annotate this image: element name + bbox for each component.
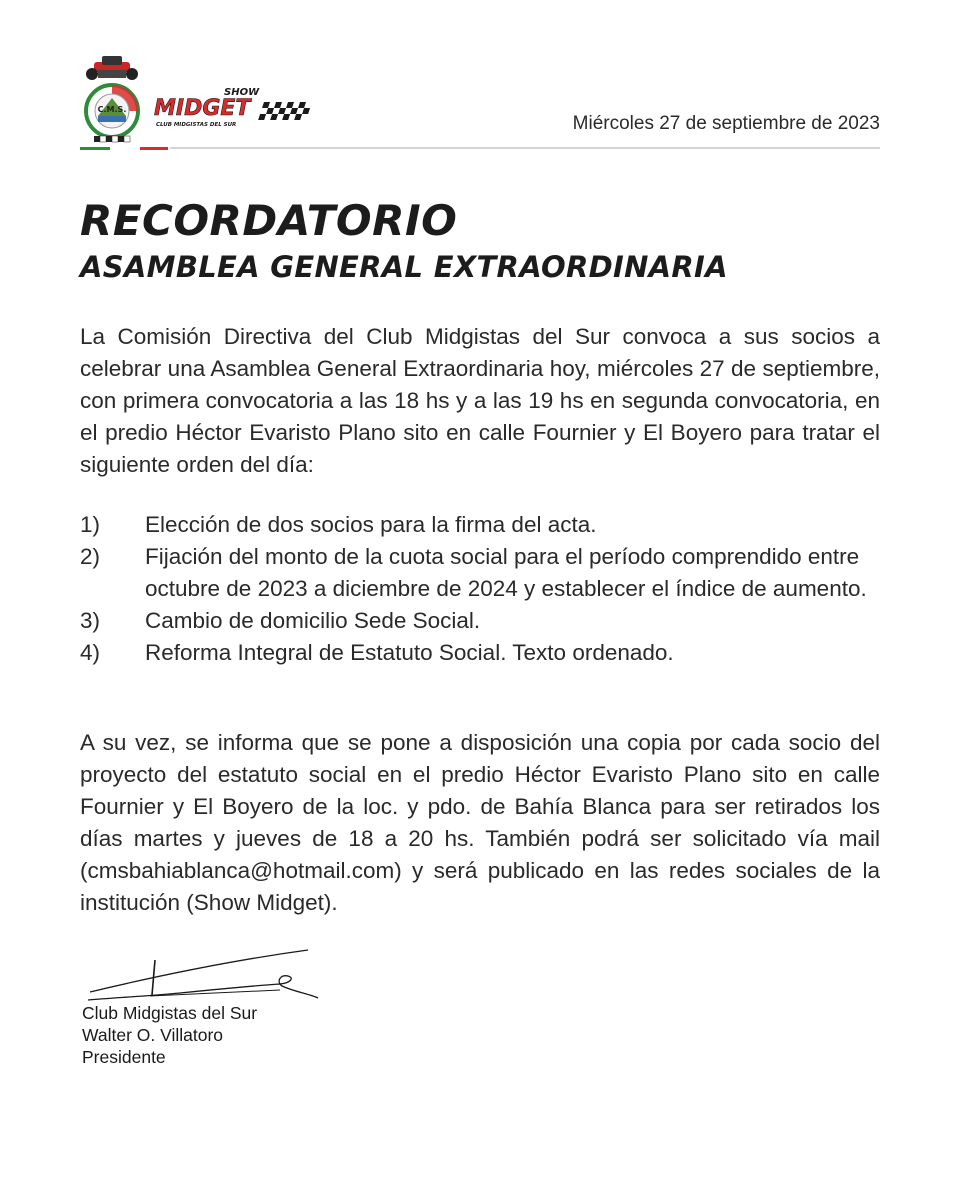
- svg-text:MIDGET: MIDGET: [154, 96, 251, 121]
- svg-text:CLUB MIDGISTAS DEL SUR: CLUB MIDGISTAS DEL SUR: [156, 122, 237, 128]
- svg-text:C.M.S.: C.M.S.: [97, 105, 127, 114]
- agenda-item: [80, 637, 880, 669]
- accent-bar-red: [140, 147, 168, 150]
- agenda-item-text: Reforma Integral de Estatuto Social. Texto ordenado.: [145, 640, 674, 665]
- agenda-item-number: 2): [80, 544, 101, 569]
- agenda-item: [80, 541, 880, 605]
- signature-role: Presidente: [82, 1047, 166, 1067]
- handwritten-signature: [80, 940, 330, 1010]
- agenda-item-text: Elección de dos socios para la firma del acta.: [145, 512, 597, 537]
- intro-paragraph: La Comisión Directiva del Club Midgistas del Sur convoca a sus socios a celebrar una Asamblea General Extraordinaria hoy, miércoles 27 de septiembre, con primera convocatoria a las 18 hs y a las 19 hs en segunda convocatoria, en el predio Héctor Evaristo Plano sito en calle Fournier y El Boyero para tratar el siguiente orden del día:: [80, 324, 880, 477]
- closing-paragraph: A su vez, se informa que se pone a disposición una copia por cada socio del proyecto del estatuto social en el predio Héctor Evaristo Plano sito en calle Fournier y El Boyero de la loc. y pdo. de Bahía Blanca para ser retirados los días martes y jueves de 18 a 20 hs. También podrá ser solicitado vía mail (cmsbahiablanca@hotmail.com) y será publicado en las redes sociales de la institución (Show Midget).: [80, 730, 880, 915]
- svg-text:SHOW: SHOW: [224, 87, 260, 98]
- agenda-item-text: Cambio de domicilio Sede Social.: [145, 608, 481, 633]
- agenda-list: [80, 509, 880, 669]
- agenda-item-number: 1): [80, 512, 101, 537]
- signature-name: Walter O. Villatoro: [82, 1025, 224, 1045]
- agenda-item-number: 4): [80, 640, 101, 665]
- document-subtitle: ASAMBLEA GENERAL EXTRAORDINARIA: [80, 250, 728, 284]
- agenda-item: [80, 605, 880, 637]
- club-logo: [80, 56, 144, 148]
- agenda-item-number: 3): [80, 608, 101, 633]
- signature-block: [82, 1002, 257, 1068]
- document-date: Miércoles 27 de septiembre de 2023: [572, 113, 880, 134]
- accent-bar-green: [80, 147, 110, 150]
- signature-org: Club Midgistas del Sur: [82, 1003, 258, 1023]
- document-title: RECORDATORIO: [80, 196, 458, 245]
- agenda-item-text: Fijación del monto de la cuota social para el período comprendido entre octubre de 2023 a diciembre de 2024 y establecer el índice de aumento.: [145, 544, 867, 601]
- letterhead: [80, 56, 880, 156]
- header-divider: [170, 147, 880, 149]
- show-midget-logo: [154, 84, 350, 130]
- agenda-item: [80, 509, 880, 541]
